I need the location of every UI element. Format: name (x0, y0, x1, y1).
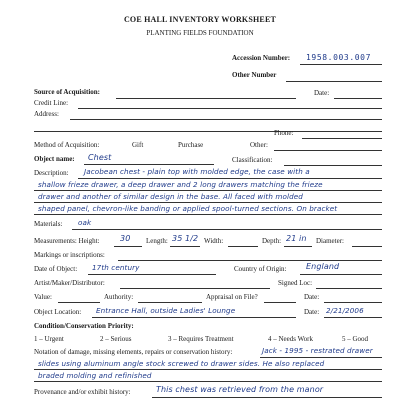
country-value[interactable]: England (306, 262, 340, 271)
country-line (300, 274, 382, 275)
authority-line[interactable] (138, 302, 202, 303)
appraisal-date-line[interactable] (324, 302, 382, 303)
credit-line-label: Credit Line: (34, 99, 69, 107)
description-line-3 (34, 202, 382, 203)
date-of-object-label: Date of Object: (34, 265, 78, 273)
width-line[interactable] (228, 246, 258, 247)
diameter-label: Diameter: (316, 237, 344, 245)
address-line-2[interactable] (34, 131, 382, 132)
artist-line[interactable] (120, 288, 270, 289)
notation-text-3[interactable]: braded molding and refinished (38, 371, 152, 380)
notation-text-1[interactable]: Jack - 1995 - restrated drawer (262, 346, 373, 355)
materials-line (72, 229, 382, 230)
description-text-4[interactable]: shaped panel, chevron-like banding or applied spool-turned sections. On bracket (38, 204, 338, 213)
provenance-line (152, 397, 382, 398)
value-label: Value: (34, 293, 52, 301)
method-purchase[interactable]: Purchase (178, 141, 204, 149)
signed-label: Signed Loc: (278, 279, 313, 287)
address-label: Address: (34, 110, 59, 118)
appraisal-line[interactable] (264, 302, 296, 303)
depth-line (284, 246, 312, 247)
source-date-label: Date: (314, 89, 330, 97)
description-text-3[interactable]: drawer and another of similar design in the base. All faced with molded (38, 192, 303, 201)
notation-line-3 (34, 381, 382, 382)
description-text-2[interactable]: shallow frieze drawer, a deep drawer and 2 long drawers matching the frieze (38, 180, 323, 189)
materials-label: Materials: (34, 220, 63, 228)
provenance-label: Provenance and/or exhibit history: (34, 388, 131, 396)
method-other-line[interactable] (274, 150, 382, 151)
provenance-value[interactable]: This chest was retrieved from the manor (156, 385, 324, 394)
date-of-object-line (88, 274, 216, 275)
signed-line[interactable] (316, 288, 382, 289)
depth-label: Depth: (262, 237, 282, 245)
priority-5-good[interactable]: 5 – Good (342, 335, 369, 343)
height-line (114, 246, 142, 247)
country-label: Country of Origin: (234, 265, 287, 273)
classification-line[interactable] (284, 165, 382, 166)
description-line-1 (78, 178, 382, 179)
location-date-value[interactable]: 2/21/2006 (326, 306, 364, 315)
appraisal-label: Appraisal on File? (206, 293, 258, 301)
priority-1-urgent[interactable]: 1 – Urgent (34, 335, 64, 343)
value-line[interactable] (58, 302, 100, 303)
object-location-line (92, 317, 296, 318)
phone-line[interactable] (302, 138, 382, 139)
width-label: Width: (204, 237, 224, 245)
object-name-line (84, 164, 214, 165)
description-text-1[interactable]: Jacobean chest - plain top with molded edge, the case with a (84, 167, 310, 176)
source-line[interactable] (116, 98, 296, 99)
markings-line[interactable] (118, 260, 382, 261)
markings-label: Markings or inscriptions: (34, 251, 105, 259)
source-label: Source of Acquisition: (34, 88, 100, 96)
priority-2-serious[interactable]: 2 – Serious (100, 335, 132, 343)
description-line-4 (34, 214, 382, 215)
location-date-line (324, 317, 382, 318)
method-label: Method of Acquisition: (34, 141, 100, 149)
diameter-line[interactable] (352, 246, 382, 247)
other-number-label: Other Number (232, 71, 277, 79)
length-value[interactable]: 35 1/2 (172, 234, 199, 243)
notation-line-2 (34, 369, 382, 370)
source-date-line[interactable] (334, 98, 382, 99)
object-location-label: Object Location: (34, 308, 82, 316)
description-label: Description: (34, 169, 69, 177)
length-label: Length: (146, 237, 168, 245)
date-of-object-value[interactable]: 17th century (92, 263, 140, 272)
method-other-label: Other: (250, 141, 268, 149)
location-date-label: Date: (304, 308, 320, 316)
height-label: Measurements: Height: (34, 237, 100, 245)
appraisal-date-label: Date: (304, 293, 320, 301)
object-name-label: Object name: (34, 155, 75, 163)
notation-line-1 (260, 357, 382, 358)
credit-line-line[interactable] (78, 108, 382, 109)
form-title: COE HALL INVENTORY WORKSHEET (123, 15, 277, 24)
phone-label: Phone: (274, 129, 294, 137)
notation-label: Notation of damage, missing elements, repairs or conservation history: (34, 348, 233, 356)
notation-text-2[interactable]: slides using aluminum angle stock screwed to drawer sides. He also replaced (38, 359, 325, 368)
description-line-2 (34, 190, 382, 191)
condition-heading: Condition/Conservation Priority: (34, 322, 134, 330)
method-gift[interactable]: Gift (132, 141, 144, 149)
priority-4-needs-work[interactable]: 4 – Needs Work (268, 335, 313, 343)
classification-label: Classification: (232, 156, 273, 164)
object-location-value[interactable]: Entrance Hall, outside Ladies' Lounge (96, 306, 236, 315)
form-subtitle: PLANTING FIELDS FOUNDATION (146, 29, 254, 37)
accession-number-value[interactable]: 1958.003.007 (306, 53, 371, 62)
priority-3-requires-treatment[interactable]: 3 – Requires Treatment (168, 335, 234, 343)
address-line-1[interactable] (70, 119, 382, 120)
accession-number-line (300, 64, 382, 65)
object-name-value[interactable]: Chest (88, 153, 112, 162)
artist-label: Artist/Maker/Distributor: (34, 279, 105, 287)
depth-value[interactable]: 21 in (286, 234, 307, 243)
materials-value[interactable]: oak (78, 218, 92, 227)
height-value[interactable]: 30 (120, 234, 131, 243)
authority-label: Authority: (104, 293, 134, 301)
length-line (170, 246, 200, 247)
accession-number-label: Accession Number: (232, 54, 291, 62)
other-number-line[interactable] (286, 81, 382, 82)
